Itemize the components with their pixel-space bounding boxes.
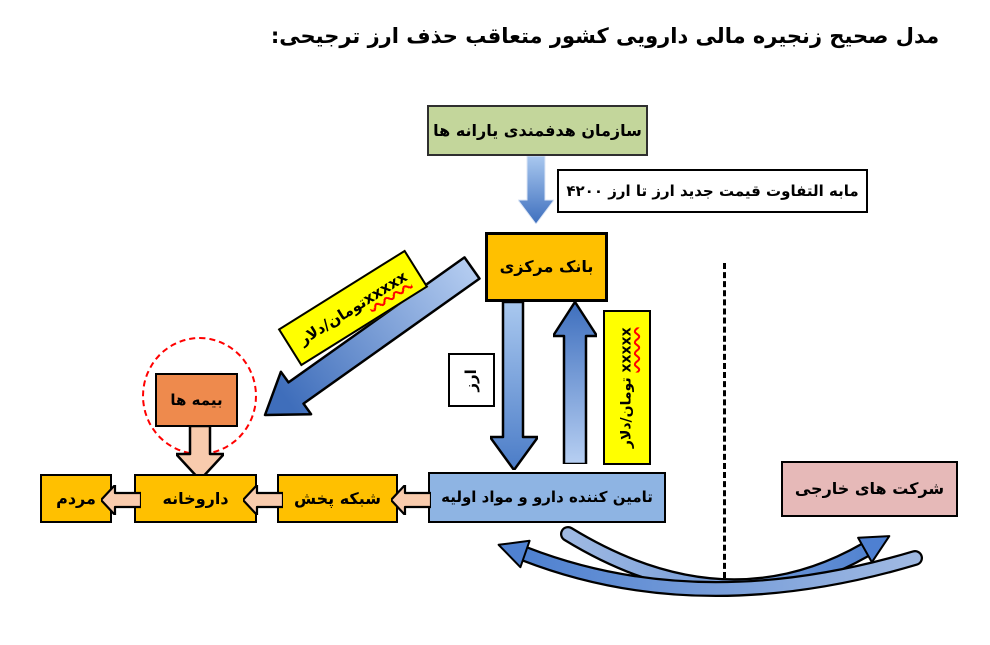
insurance-label: بیمه ها [170, 390, 223, 409]
supplier-foreign-exchange-arrows-icon [480, 522, 970, 644]
supplier-box [428, 472, 666, 523]
rate-vertical-x: xxxxx [618, 327, 635, 373]
supplier-to-bank-payment-arrow-icon [553, 302, 597, 464]
insurance-to-pharmacy-arrow-icon [176, 426, 224, 480]
supplier-to-distribution-arrow-icon [391, 485, 431, 515]
people-label: مردم [56, 488, 96, 508]
distribution-box [277, 474, 398, 523]
pharmacy-label: داروخانه [162, 488, 229, 508]
central-bank-box [485, 232, 608, 302]
bank-to-supplier-currency-arrow-icon [490, 302, 538, 470]
pharmacy-to-people-arrow-icon [101, 485, 141, 515]
rate-diagonal-x: xxxxx [359, 267, 411, 309]
currency-box [448, 353, 495, 407]
rate-label-vertical [603, 310, 651, 465]
supplier-label: تامین کننده دارو و مواد اولیه [441, 488, 653, 507]
rate-vertical-unit: تومان/دلار [618, 372, 635, 448]
rate-diagonal-unit: تومان/دلار [295, 292, 370, 349]
foreign-companies-label: شرکت های خارجی [794, 479, 945, 498]
page-title: مدل صحیح زنجیره مالی دارویی کشور متعاقب حذف ارز ترجیحی: [270, 24, 940, 48]
distribution-label: شبکه پخش [294, 488, 381, 508]
foreign-companies-box [781, 461, 958, 517]
currency-label: ارز [462, 368, 481, 392]
price-diff-label: مابه التفاوت قیمت جدید ارز تا ارز ۴۲۰۰ [566, 181, 859, 200]
central-bank-label: بانک مرکزی [499, 257, 594, 276]
distribution-to-pharmacy-arrow-icon [243, 485, 283, 515]
subsidy-org-label: سازمان هدفمندی یارانه ها [433, 120, 642, 140]
subsidy-org-box [427, 105, 648, 156]
insurance-box [155, 373, 238, 427]
price-diff-box [557, 169, 868, 213]
rate-vertical-text [618, 327, 636, 448]
pharmacy-box [134, 474, 257, 523]
subsidy-to-bank-arrow-icon [518, 156, 554, 224]
